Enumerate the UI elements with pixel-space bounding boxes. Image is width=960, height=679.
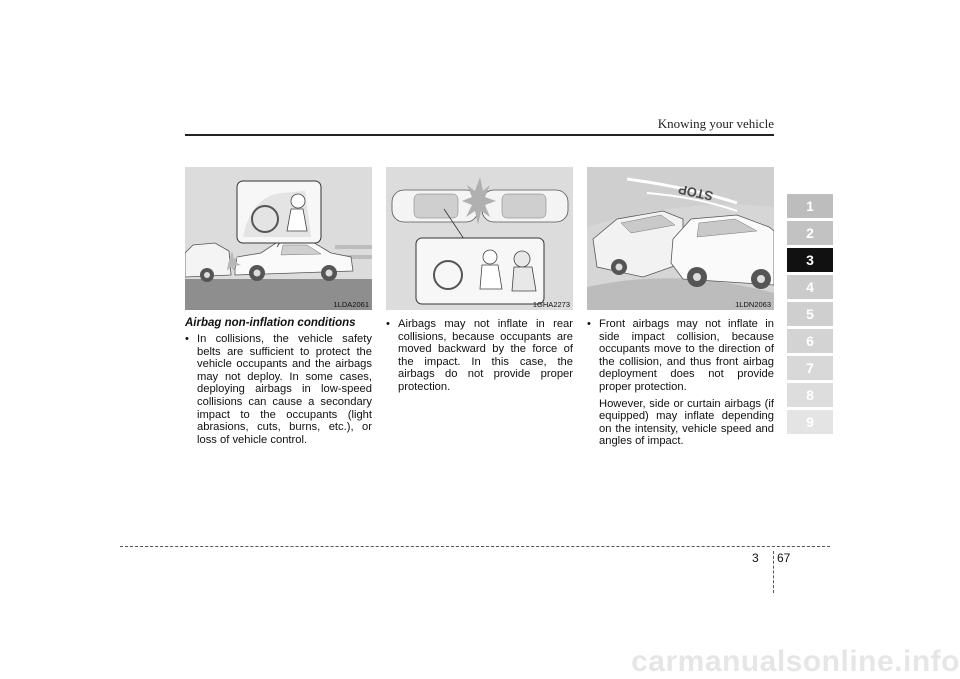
section-title: Airbag non-inflation conditions	[185, 317, 356, 329]
bullet-text: In collisions, the vehicle safety belts are sufficient to protect the vehicle occupants and the airbags may not deploy. In some cases, deploying airbags in low-speed collisions can cause a secondary impact to the occupants (light abrasions, cuts, burns, etc.), or loss of vehicle control.	[197, 333, 372, 446]
figure-side-impact	[587, 167, 774, 310]
footer-rule	[120, 546, 830, 547]
chapter-tab-9[interactable]: 9	[787, 410, 833, 434]
top-view-illustration	[386, 167, 573, 310]
bullet-mark: •	[587, 318, 591, 330]
chapter-tab-4[interactable]: 4	[787, 275, 833, 299]
figure-rear-collision	[185, 167, 372, 310]
chapter-tab-1[interactable]: 1	[787, 194, 833, 218]
chapter-tab-7[interactable]: 7	[787, 356, 833, 380]
column1-text	[185, 333, 372, 446]
column2-text	[386, 318, 573, 394]
chapter-tab-6[interactable]: 6	[787, 329, 833, 353]
figure-code: 1LDN2063	[735, 300, 771, 309]
bullet-item	[185, 333, 372, 446]
side-impact-illustration	[587, 167, 774, 310]
figure-code: 1LDA2061	[333, 300, 369, 309]
bullet-mark: •	[185, 333, 189, 345]
bullet-item	[587, 318, 774, 394]
bullet-text: Airbags may not inflate in rear collisions, because occupants are moved backward by the force of the impact. In this case, the airbags do not provide proper protection.	[398, 318, 573, 393]
chapter-tab-8[interactable]: 8	[787, 383, 833, 407]
chapter-tab-5[interactable]: 5	[787, 302, 833, 326]
chapter-tabs	[787, 194, 833, 437]
watermark: carmanualsonline.info	[631, 645, 960, 678]
rear-collision-illustration	[185, 167, 372, 310]
column3-text	[587, 318, 774, 448]
header-title: Knowing your vehicle	[657, 116, 774, 131]
page-number-divider	[773, 551, 774, 593]
bullet-text: Front airbags may not inflate in side impact collision, because occupants move to the direction of the collision, and thus front airbag deployment does not provide proper protection.	[599, 318, 774, 393]
chapter-tab-3[interactable]: 3	[787, 248, 833, 272]
figure-code: 1GHA2273	[532, 300, 570, 309]
header-rule	[185, 134, 774, 136]
chapter-tab-2[interactable]: 2	[787, 221, 833, 245]
paragraph: However, side or curtain airbags (if equipped) may inflate depending on the intensity, vehicle speed and angles of impact.	[599, 397, 774, 448]
page-number: 67	[777, 551, 791, 565]
page-chapter-number: 3	[752, 551, 759, 565]
bullet-mark: •	[386, 318, 390, 330]
road-stop-marking: STOP	[676, 181, 715, 204]
bullet-item	[386, 318, 573, 394]
figure-rear-collision-top-view	[386, 167, 573, 310]
